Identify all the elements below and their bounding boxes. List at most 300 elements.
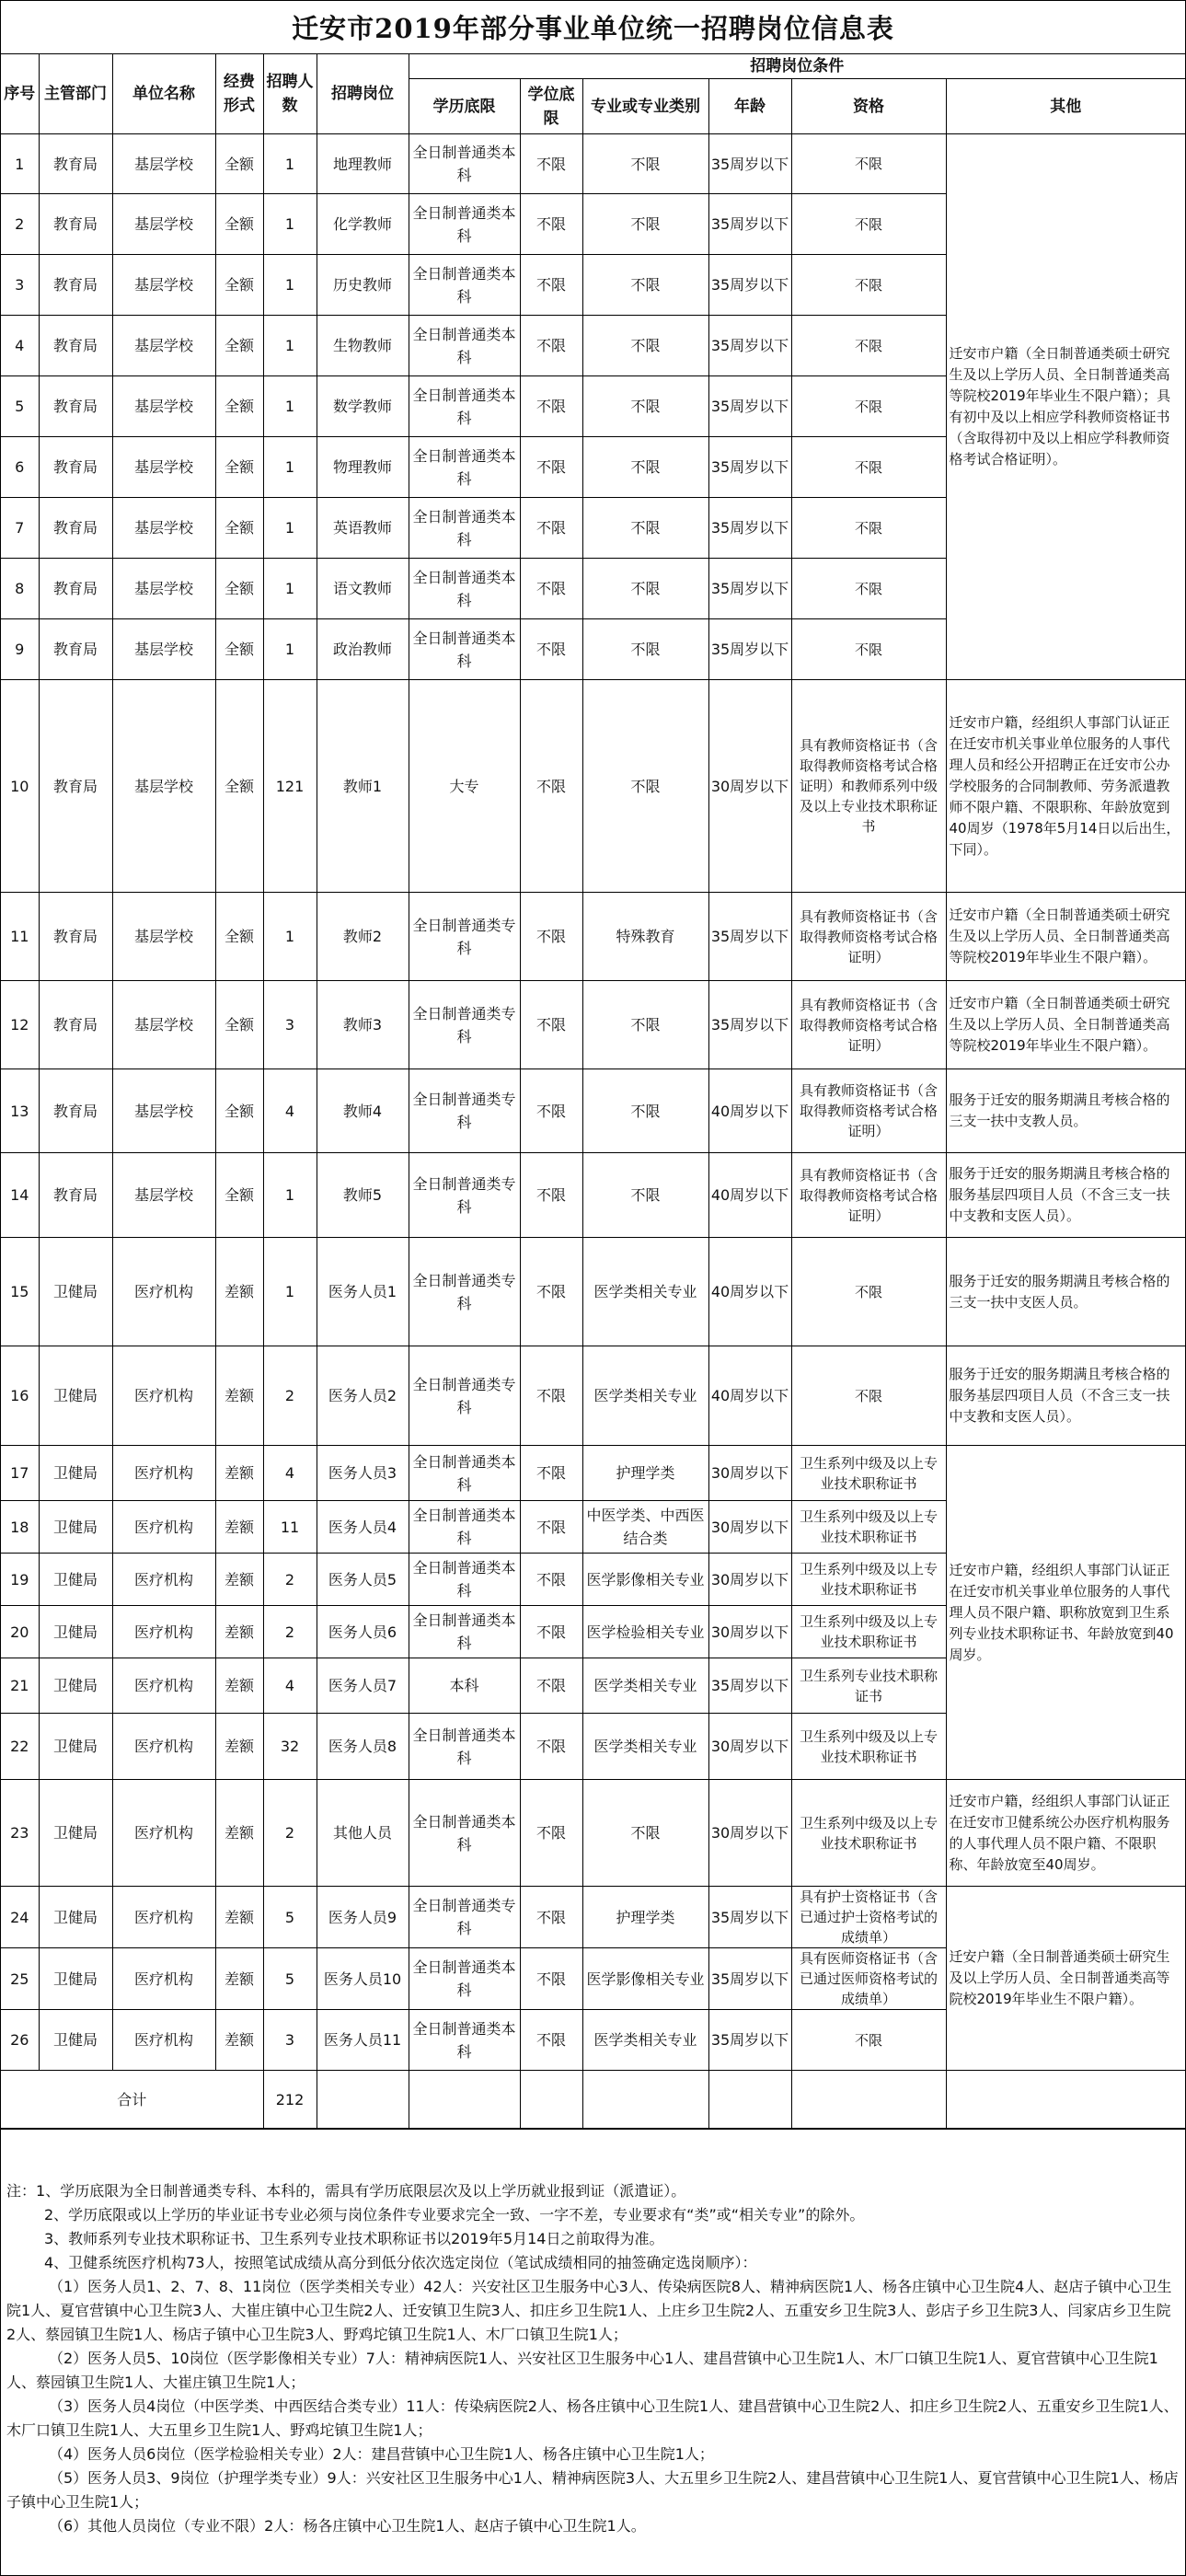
cell-education: 全日制普通类专科 — [409, 1069, 520, 1153]
cell-dept: 卫健局 — [39, 1554, 112, 1606]
cell-qualification: 具有教师资格证书（含取得教师资格考试合格证明） — [791, 1153, 946, 1238]
cell-funding: 差额 — [215, 2010, 263, 2071]
cell-major: 不限 — [582, 619, 708, 680]
empty-cell — [582, 2071, 708, 2129]
note-sub-item: （6）其他人员岗位（专业不限）2人：杨各庄镇中心卫生院1人、赵店子镇中心卫生院1人。 — [49, 2517, 646, 2535]
cell-education: 全日制普通类本科 — [409, 1446, 520, 1501]
cell-qualification: 卫生系列专业技术职称证书 — [791, 1658, 946, 1714]
notes-section — [1, 2129, 1185, 2575]
cell-count: 1 — [263, 498, 317, 559]
cell-age: 40周岁以下 — [708, 1238, 791, 1346]
header-seq: 序号 — [1, 54, 39, 134]
cell-funding: 全额 — [215, 893, 263, 981]
cell-unit: 医疗机构 — [112, 1658, 215, 1714]
table-row — [1, 680, 1185, 893]
note-item: 2、学历底限或以上学历的毕业证书专业必须与岗位条件专业要求完全一致、一字不差，专业要求有“类”或“相关专业”的除外。 — [44, 2206, 865, 2224]
cell-other: 服务于迁安的服务期满且考核合格的三支一扶中支医人员。 — [946, 1238, 1185, 1346]
cell-dept: 教育局 — [39, 376, 112, 437]
cell-dept: 教育局 — [39, 559, 112, 619]
cell-unit: 基层学校 — [112, 376, 215, 437]
cell-major: 特殊教育 — [582, 893, 708, 981]
cell-position: 数学教师 — [317, 376, 409, 437]
cell-education: 本科 — [409, 1658, 520, 1714]
cell-unit: 基层学校 — [112, 559, 215, 619]
cell-count: 1 — [263, 194, 317, 255]
cell-seq: 6 — [1, 437, 39, 498]
cell-seq: 20 — [1, 1606, 39, 1658]
cell-major: 医学类相关专业 — [582, 2010, 708, 2071]
cell-seq: 3 — [1, 255, 39, 316]
cell-major: 医学影像相关专业 — [582, 1554, 708, 1606]
empty-cell — [520, 2071, 582, 2129]
cell-dept: 卫健局 — [39, 1658, 112, 1714]
cell-other: 服务于迁安的服务期满且考核合格的服务基层四项目人员（不含三支一扶中支教和支医人员）。 — [946, 1153, 1185, 1238]
cell-major: 护理学类 — [582, 1887, 708, 1948]
cell-unit: 基层学校 — [112, 498, 215, 559]
cell-age: 35周岁以下 — [708, 194, 791, 255]
cell-qualification: 卫生系列中级及以上专业技术职称证书 — [791, 1554, 946, 1606]
cell-count: 1 — [263, 437, 317, 498]
cell-major: 不限 — [582, 981, 708, 1069]
cell-qualification: 卫生系列中级及以上专业技术职称证书 — [791, 1501, 946, 1554]
header-qualification: 资格 — [791, 79, 946, 134]
header-funding: 经费形式 — [215, 54, 263, 134]
notes-prefix: 注： — [6, 2182, 37, 2200]
cell-qualification: 卫生系列中级及以上专业技术职称证书 — [791, 1446, 946, 1501]
note-sub-item: （4）医务人员6岗位（医学检验相关专业）2人：建昌营镇中心卫生院1人、杨各庄镇中心卫生院1人； — [49, 2445, 714, 2463]
cell-unit: 基层学校 — [112, 316, 215, 376]
cell-count: 2 — [263, 1554, 317, 1606]
cell-unit: 基层学校 — [112, 1069, 215, 1153]
cell-dept: 卫健局 — [39, 1446, 112, 1501]
cell-funding: 差额 — [215, 1658, 263, 1714]
cell-funding: 差额 — [215, 1554, 263, 1606]
header-other: 其他 — [946, 79, 1185, 134]
cell-major: 不限 — [582, 437, 708, 498]
cell-qualification: 卫生系列中级及以上专业技术职称证书 — [791, 1606, 946, 1658]
cell-seq: 23 — [1, 1780, 39, 1887]
cell-funding: 全额 — [215, 981, 263, 1069]
cell-seq: 21 — [1, 1658, 39, 1714]
cell-qualification: 具有医师资格证书（含已通过医师资格考试的成绩单） — [791, 1948, 946, 2010]
cell-seq: 17 — [1, 1446, 39, 1501]
cell-age: 30周岁以下 — [708, 1714, 791, 1780]
cell-seq: 11 — [1, 893, 39, 981]
cell-count: 1 — [263, 316, 317, 376]
cell-qualification: 不限 — [791, 134, 946, 194]
cell-funding: 全额 — [215, 498, 263, 559]
cell-qualification: 不限 — [791, 1238, 946, 1346]
cell-degree: 不限 — [520, 1446, 582, 1501]
note-item: 4、卫健系统医疗机构73人，按照笔试成绩从高分到低分依次选定岗位（笔试成绩相同的抽签确定选岗顺序）： — [44, 2254, 757, 2271]
cell-seq: 22 — [1, 1714, 39, 1780]
cell-degree: 不限 — [520, 1887, 582, 1948]
cell-count: 5 — [263, 1948, 317, 2010]
cell-qualification: 卫生系列中级及以上专业技术职称证书 — [791, 1780, 946, 1887]
cell-major: 不限 — [582, 680, 708, 893]
cell-count: 1 — [263, 134, 317, 194]
cell-unit: 医疗机构 — [112, 1887, 215, 1948]
cell-count: 1 — [263, 376, 317, 437]
cell-count: 3 — [263, 981, 317, 1069]
table-row — [1, 134, 1185, 194]
cell-qualification: 具有教师资格证书（含取得教师资格考试合格证明） — [791, 1069, 946, 1153]
cell-education: 全日制普通类本科 — [409, 1780, 520, 1887]
note-sub-item: （3）医务人员4岗位（中医学类、中西医结合类专业）11人：传染病医院2人、杨各庄镇中心卫生院1人、建昌营镇中心卫生院2人、扣庄乡卫生院2人、五重安乡卫生院1人、木厂口镇卫生院1人、大五里乡卫生院1人、野鸡坨镇卫生院1人； — [6, 2397, 1179, 2439]
header-count: 招聘人数 — [263, 54, 317, 134]
cell-funding: 差额 — [215, 1346, 263, 1446]
cell-position: 地理教师 — [317, 134, 409, 194]
cell-unit: 医疗机构 — [112, 1554, 215, 1606]
cell-funding: 全额 — [215, 376, 263, 437]
cell-education: 全日制普通类本科 — [409, 437, 520, 498]
cell-degree: 不限 — [520, 1238, 582, 1346]
cell-seq: 15 — [1, 1238, 39, 1346]
cell-count: 2 — [263, 1346, 317, 1446]
cell-other: 迁安市户籍（全日制普通类硕士研究生及以上学历人员、全日制普通类高等院校2019年毕业生不限户籍）。 — [946, 893, 1185, 981]
cell-major: 医学检验相关专业 — [582, 1606, 708, 1658]
cell-major: 医学类相关专业 — [582, 1714, 708, 1780]
empty-cell — [409, 2071, 520, 2129]
cell-unit: 医疗机构 — [112, 1780, 215, 1887]
cell-position: 医务人员9 — [317, 1887, 409, 1948]
cell-seq: 16 — [1, 1346, 39, 1446]
cell-position: 物理教师 — [317, 437, 409, 498]
cell-age: 35周岁以下 — [708, 2010, 791, 2071]
cell-position: 其他人员 — [317, 1780, 409, 1887]
cell-funding: 差额 — [215, 1606, 263, 1658]
cell-position: 医务人员3 — [317, 1446, 409, 1501]
cell-education: 全日制普通类本科 — [409, 1606, 520, 1658]
cell-seq: 4 — [1, 316, 39, 376]
cell-qualification: 卫生系列中级及以上专业技术职称证书 — [791, 1714, 946, 1780]
cell-education: 全日制普通类专科 — [409, 981, 520, 1069]
cell-degree: 不限 — [520, 893, 582, 981]
header-age: 年龄 — [708, 79, 791, 134]
table-row — [1, 1153, 1185, 1238]
cell-position: 政治教师 — [317, 619, 409, 680]
cell-major: 护理学类 — [582, 1446, 708, 1501]
header-degree: 学位底限 — [520, 79, 582, 134]
cell-funding: 全额 — [215, 437, 263, 498]
cell-qualification: 不限 — [791, 619, 946, 680]
cell-other: 迁安市户籍（全日制普通类硕士研究生及以上学历人员、全日制普通类高等院校2019年毕业生不限户籍）。 — [946, 981, 1185, 1069]
cell-qualification: 不限 — [791, 559, 946, 619]
cell-age: 40周岁以下 — [708, 1069, 791, 1153]
cell-major: 医学类相关专业 — [582, 1658, 708, 1714]
total-count: 212 — [263, 2071, 317, 2129]
cell-position: 教师2 — [317, 893, 409, 981]
cell-seq: 14 — [1, 1153, 39, 1238]
cell-age: 35周岁以下 — [708, 376, 791, 437]
cell-dept: 卫健局 — [39, 1606, 112, 1658]
cell-count: 1 — [263, 255, 317, 316]
cell-dept: 教育局 — [39, 619, 112, 680]
cell-count: 121 — [263, 680, 317, 893]
page-title: 迁安市2019年部分事业单位统一招聘岗位信息表 — [1, 1, 1185, 54]
cell-dept: 教育局 — [39, 981, 112, 1069]
cell-major: 医学影像相关专业 — [582, 1948, 708, 2010]
cell-education: 全日制普通类本科 — [409, 1554, 520, 1606]
cell-qualification: 具有教师资格证书（含取得教师资格考试合格证明）和教师系列中级及以上专业技术职称证书 — [791, 680, 946, 893]
cell-other: 迁安市户籍，经组织人事部门认证正在迁安市卫健系统公办医疗机构服务的人事代理人员不限户籍、不限职称、年龄放宽至40周岁。 — [946, 1780, 1185, 1887]
cell-degree: 不限 — [520, 498, 582, 559]
cell-seq: 13 — [1, 1069, 39, 1153]
cell-position: 教师1 — [317, 680, 409, 893]
cell-degree: 不限 — [520, 1606, 582, 1658]
cell-position: 语文教师 — [317, 559, 409, 619]
cell-seq: 18 — [1, 1501, 39, 1554]
cell-age: 30周岁以下 — [708, 1501, 791, 1554]
cell-degree: 不限 — [520, 1780, 582, 1887]
cell-other: 服务于迁安的服务期满且考核合格的服务基层四项目人员（不含三支一扶中支教和支医人员）。 — [946, 1346, 1185, 1446]
cell-age: 35周岁以下 — [708, 1887, 791, 1948]
cell-major: 中医学类、中西医结合类 — [582, 1501, 708, 1554]
cell-seq: 10 — [1, 680, 39, 893]
cell-qualification: 不限 — [791, 498, 946, 559]
cell-education: 全日制普通类专科 — [409, 1238, 520, 1346]
cell-age: 40周岁以下 — [708, 1153, 791, 1238]
cell-qualification: 不限 — [791, 2010, 946, 2071]
cell-unit: 基层学校 — [112, 893, 215, 981]
cell-degree: 不限 — [520, 981, 582, 1069]
cell-unit: 基层学校 — [112, 194, 215, 255]
cell-unit: 医疗机构 — [112, 1501, 215, 1554]
cell-dept: 卫健局 — [39, 1714, 112, 1780]
cell-funding: 全额 — [215, 1069, 263, 1153]
cell-age: 35周岁以下 — [708, 498, 791, 559]
cell-count: 3 — [263, 2010, 317, 2071]
cell-other: 迁安户籍（全日制普通类硕士研究生及以上学历人员、全日制普通类高等院校2019年毕业生不限户籍）。 — [946, 1887, 1185, 2071]
cell-count: 32 — [263, 1714, 317, 1780]
cell-count: 5 — [263, 1887, 317, 1948]
cell-degree: 不限 — [520, 1501, 582, 1554]
cell-dept: 教育局 — [39, 134, 112, 194]
cell-position: 医务人员11 — [317, 2010, 409, 2071]
header-dept: 主管部门 — [39, 54, 112, 134]
empty-cell — [708, 2071, 791, 2129]
cell-position: 生物教师 — [317, 316, 409, 376]
cell-education: 全日制普通类本科 — [409, 194, 520, 255]
cell-unit: 基层学校 — [112, 1153, 215, 1238]
cell-count: 4 — [263, 1446, 317, 1501]
cell-other: 迁安市户籍（全日制普通类硕士研究生及以上学历人员、全日制普通类高等院校2019年毕业生不限户籍）；具有初中及以上相应学科教师资格证书（含取得初中及以上相应学科教师资格考试合格证明）。 — [946, 134, 1185, 680]
cell-dept: 教育局 — [39, 194, 112, 255]
cell-major: 不限 — [582, 134, 708, 194]
cell-education: 全日制普通类本科 — [409, 255, 520, 316]
table-row — [1, 1346, 1185, 1446]
cell-degree: 不限 — [520, 316, 582, 376]
cell-education: 全日制普通类本科 — [409, 1501, 520, 1554]
cell-funding: 全额 — [215, 680, 263, 893]
cell-seq: 19 — [1, 1554, 39, 1606]
cell-seq: 25 — [1, 1948, 39, 2010]
empty-cell — [791, 2071, 946, 2129]
cell-position: 医务人员2 — [317, 1346, 409, 1446]
table-body — [1, 134, 1185, 2129]
cell-unit: 医疗机构 — [112, 1346, 215, 1446]
cell-other: 迁安市户籍，经组织人事部门认证正在迁安市机关事业单位服务的人事代理人员和经公开招聘正在迁安市公办学校服务的合同制教师、劳务派遣教师不限户籍、不限职称、年龄放宽到40周岁（1978年5月14日以后出生，下同）。 — [946, 680, 1185, 893]
cell-dept: 卫健局 — [39, 1501, 112, 1554]
cell-unit: 基层学校 — [112, 680, 215, 893]
cell-dept: 教育局 — [39, 893, 112, 981]
total-label: 合计 — [1, 2071, 263, 2129]
table-row — [1, 893, 1185, 981]
cell-count: 4 — [263, 1069, 317, 1153]
cell-position: 化学教师 — [317, 194, 409, 255]
header-major: 专业或专业类别 — [582, 79, 708, 134]
cell-degree: 不限 — [520, 1948, 582, 2010]
cell-dept: 卫健局 — [39, 1346, 112, 1446]
cell-age: 35周岁以下 — [708, 316, 791, 376]
cell-qualification: 不限 — [791, 316, 946, 376]
cell-seq: 26 — [1, 2010, 39, 2071]
cell-count: 4 — [263, 1658, 317, 1714]
cell-major: 不限 — [582, 1153, 708, 1238]
cell-education: 全日制普通类本科 — [409, 2010, 520, 2071]
cell-dept: 教育局 — [39, 498, 112, 559]
note-item: 3、教师系列专业技术职称证书、卫生系列专业技术职称证书以2019年5月14日之前取得为准。 — [44, 2230, 664, 2247]
cell-age: 30周岁以下 — [708, 680, 791, 893]
cell-seq: 2 — [1, 194, 39, 255]
cell-count: 11 — [263, 1501, 317, 1554]
cell-age: 35周岁以下 — [708, 619, 791, 680]
cell-count: 2 — [263, 1780, 317, 1887]
cell-dept: 卫健局 — [39, 2010, 112, 2071]
note-sub-item: （2）医务人员5、10岗位（医学影像相关专业）7人：精神病医院1人、兴安社区卫生服务中心1人、建昌营镇中心卫生院1人、木厂口镇卫生院1人、夏官营镇中心卫生院1人、蔡园镇卫生院1人、大崔庄镇卫生院1人； — [6, 2350, 1158, 2391]
cell-funding: 全额 — [215, 255, 263, 316]
cell-age: 30周岁以下 — [708, 1606, 791, 1658]
cell-qualification: 不限 — [791, 376, 946, 437]
table-row — [1, 981, 1185, 1069]
cell-age: 35周岁以下 — [708, 981, 791, 1069]
cell-seq: 24 — [1, 1887, 39, 1948]
cell-age: 35周岁以下 — [708, 893, 791, 981]
cell-degree: 不限 — [520, 559, 582, 619]
cell-position: 医务人员6 — [317, 1606, 409, 1658]
cell-unit: 医疗机构 — [112, 2010, 215, 2071]
cell-degree: 不限 — [520, 1554, 582, 1606]
cell-funding: 差额 — [215, 1238, 263, 1346]
cell-position: 医务人员10 — [317, 1948, 409, 2010]
cell-qualification: 不限 — [791, 1346, 946, 1446]
cell-position: 英语教师 — [317, 498, 409, 559]
cell-count: 1 — [263, 559, 317, 619]
cell-education: 全日制普通类本科 — [409, 1948, 520, 2010]
cell-funding: 差额 — [215, 1948, 263, 2010]
cell-age: 35周岁以下 — [708, 134, 791, 194]
cell-unit: 医疗机构 — [112, 1714, 215, 1780]
cell-degree: 不限 — [520, 1153, 582, 1238]
cell-other: 迁安市户籍，经组织人事部门认证正在迁安市机关事业单位服务的人事代理人员不限户籍、职称放宽到卫生系列专业技术职称证书、年龄放宽到40周岁。 — [946, 1446, 1185, 1780]
cell-degree: 不限 — [520, 619, 582, 680]
cell-qualification: 具有教师资格证书（含取得教师资格考试合格证明） — [791, 893, 946, 981]
cell-position: 教师5 — [317, 1153, 409, 1238]
cell-count: 2 — [263, 1606, 317, 1658]
header-education: 学历底限 — [409, 79, 520, 134]
cell-degree: 不限 — [520, 1714, 582, 1780]
cell-education: 全日制普通类本科 — [409, 559, 520, 619]
cell-degree: 不限 — [520, 1069, 582, 1153]
cell-major: 医学类相关专业 — [582, 1238, 708, 1346]
cell-count: 1 — [263, 619, 317, 680]
table-row — [1, 1238, 1185, 1346]
cell-education: 全日制普通类本科 — [409, 134, 520, 194]
cell-dept: 卫健局 — [39, 1887, 112, 1948]
header-position: 招聘岗位 — [317, 54, 409, 134]
cell-position: 医务人员8 — [317, 1714, 409, 1780]
cell-position: 医务人员7 — [317, 1658, 409, 1714]
cell-major: 不限 — [582, 255, 708, 316]
cell-degree: 不限 — [520, 2010, 582, 2071]
cell-dept: 教育局 — [39, 1153, 112, 1238]
cell-major: 不限 — [582, 498, 708, 559]
cell-unit: 基层学校 — [112, 619, 215, 680]
cell-dept: 卫健局 — [39, 1238, 112, 1346]
cell-seq: 7 — [1, 498, 39, 559]
cell-age: 40周岁以下 — [708, 1346, 791, 1446]
cell-education: 全日制普通类专科 — [409, 893, 520, 981]
cell-degree: 不限 — [520, 1346, 582, 1446]
header-unit: 单位名称 — [112, 54, 215, 134]
cell-dept: 教育局 — [39, 680, 112, 893]
cell-dept: 教育局 — [39, 316, 112, 376]
cell-funding: 全额 — [215, 1153, 263, 1238]
positions-table — [1, 54, 1185, 2129]
cell-seq: 8 — [1, 559, 39, 619]
cell-unit: 医疗机构 — [112, 1606, 215, 1658]
cell-qualification: 不限 — [791, 255, 946, 316]
cell-major: 不限 — [582, 376, 708, 437]
cell-major: 不限 — [582, 1069, 708, 1153]
cell-position: 教师3 — [317, 981, 409, 1069]
cell-age: 35周岁以下 — [708, 1948, 791, 2010]
cell-funding: 差额 — [215, 1501, 263, 1554]
cell-count: 1 — [263, 893, 317, 981]
cell-qualification: 具有护士资格证书（含已通过护士资格考试的成绩单） — [791, 1887, 946, 1948]
cell-education: 全日制普通类本科 — [409, 619, 520, 680]
cell-seq: 12 — [1, 981, 39, 1069]
cell-count: 1 — [263, 1153, 317, 1238]
cell-age: 30周岁以下 — [708, 1554, 791, 1606]
cell-unit: 基层学校 — [112, 255, 215, 316]
cell-major: 不限 — [582, 194, 708, 255]
cell-age: 30周岁以下 — [708, 1780, 791, 1887]
cell-age: 35周岁以下 — [708, 1658, 791, 1714]
cell-degree: 不限 — [520, 194, 582, 255]
cell-major: 不限 — [582, 559, 708, 619]
cell-education: 大专 — [409, 680, 520, 893]
cell-age: 35周岁以下 — [708, 437, 791, 498]
cell-position: 历史教师 — [317, 255, 409, 316]
cell-education: 全日制普通类专科 — [409, 1887, 520, 1948]
cell-dept: 教育局 — [39, 1069, 112, 1153]
total-row — [1, 2071, 1185, 2129]
cell-unit: 医疗机构 — [112, 1238, 215, 1346]
cell-qualification: 具有教师资格证书（含取得教师资格考试合格证明） — [791, 981, 946, 1069]
cell-degree: 不限 — [520, 437, 582, 498]
cell-education: 全日制普通类专科 — [409, 1346, 520, 1446]
cell-funding: 差额 — [215, 1780, 263, 1887]
header-conditions-group: 招聘岗位条件 — [409, 54, 1185, 79]
cell-funding: 全额 — [215, 134, 263, 194]
cell-funding: 差额 — [215, 1446, 263, 1501]
cell-unit: 医疗机构 — [112, 1446, 215, 1501]
cell-education: 全日制普通类本科 — [409, 1714, 520, 1780]
cell-education: 全日制普通类本科 — [409, 376, 520, 437]
cell-dept: 教育局 — [39, 437, 112, 498]
note-sub-item: （1）医务人员1、2、7、8、11岗位（医学类相关专业）42人：兴安社区卫生服务中心3人、传染病医院8人、精神病医院1人、杨各庄镇中心卫生院4人、赵店子镇中心卫生院1人、夏官营镇中心卫生院3人、大崔庄镇中心卫生院2人、迁安镇卫生院3人、扣庄乡卫生院1人、上庄乡卫生院2人、五重安乡卫生院3人、彭店子乡卫生院3人、闫家店乡卫生院2人、蔡园镇卫生院1人、杨店子镇中心卫生院3人、野鸡坨镇卫生院1人、木厂口镇卫生院1人； — [6, 2278, 1172, 2343]
